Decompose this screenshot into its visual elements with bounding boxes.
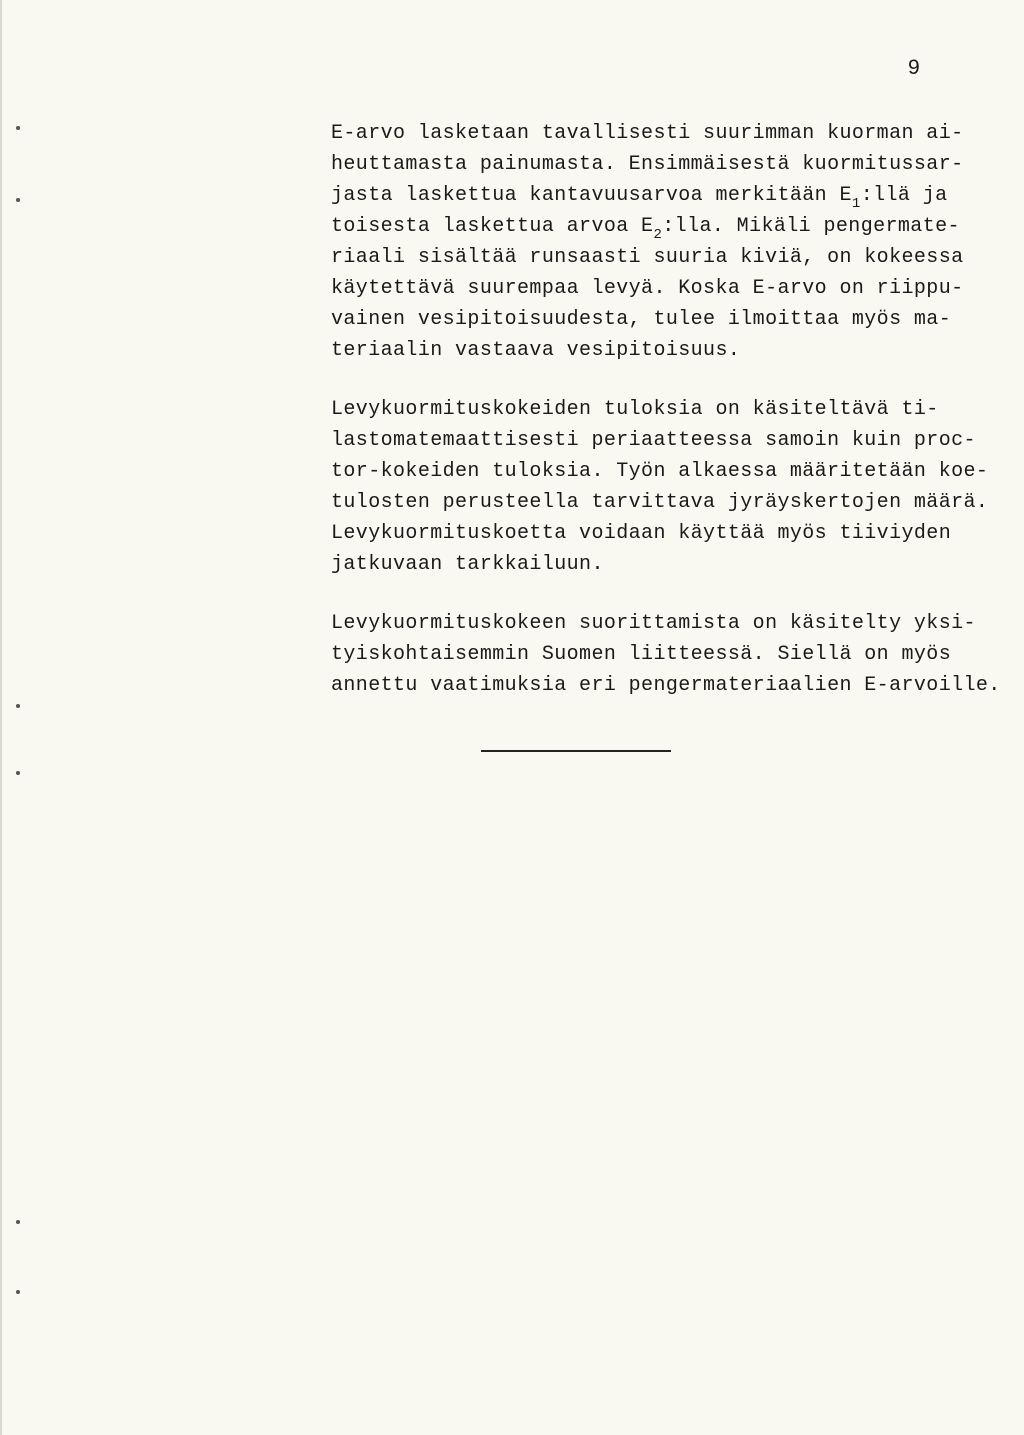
paragraph-3-line-3: annettu vaatimuksia eri pengermateriaalien E-arvoille.: [331, 674, 1001, 697]
paragraph-1-line-7: vainen vesipitoisuudesta, tulee ilmoittaa myös ma-: [331, 308, 952, 331]
paragraph-1-line-2: heuttamasta painumasta. Ensimmäisestä kuormitussar-: [331, 153, 964, 176]
end-rule: [481, 750, 671, 752]
paragraph-2-line-4: tulosten perusteella tarvittava jyräyskertojen määrä.: [331, 491, 989, 514]
paragraph-2-line-5: Levykuormituskoetta voidaan käyttää myös tiiviyden: [331, 522, 952, 545]
margin-dot: [16, 704, 20, 708]
margin-dot: [16, 1290, 20, 1294]
paragraph-1-line-8: teriaalin vastaava vesipitoisuus.: [331, 339, 741, 362]
margin-dot: [16, 1220, 20, 1224]
paragraph-1-line-5: riaali sisältää runsaasti suuria kiviä, on kokeessa: [331, 246, 964, 269]
paragraph-1-line-6: käytettävä suurempaa levyä. Koska E-arvo on riippu-: [331, 277, 964, 300]
paragraph-1-line-3: jasta laskettua kantavuusarvoa merkitään $E_1:llä$ ja: [331, 184, 948, 212]
page-number: 9: [908, 56, 920, 79]
paragraph-2-line-2: lastomatemaattisesti periaatteessa samoin kuin proc-: [331, 429, 976, 452]
margin-dot: [16, 198, 20, 202]
paragraph-3-line-2: tyiskohtaisemmin Suomen liitteessä. Siellä on myös: [331, 643, 952, 666]
margin-dot: [16, 771, 20, 775]
paragraph-1-line-1: E-arvo lasketaan tavallisesti suurimman kuorman ai-: [331, 122, 964, 145]
paragraph-1-line-4: toisesta laskettua arvoa $E_2:lla$. Mikäli pengermate-: [331, 215, 960, 243]
paragraph-2-line-1: Levykuormituskokeiden tuloksia on käsiteltävä ti-: [331, 398, 939, 421]
margin-dot: [16, 126, 20, 130]
paragraph-2-line-3: tor-kokeiden tuloksia. Työn alkaessa määritetään koe-: [331, 460, 989, 483]
paragraph-2-line-6: jatkuvaan tarkkailuun.: [331, 553, 604, 576]
paragraph-3-line-1: Levykuormituskokeen suorittamista on käsitelty yksi-: [331, 612, 976, 635]
